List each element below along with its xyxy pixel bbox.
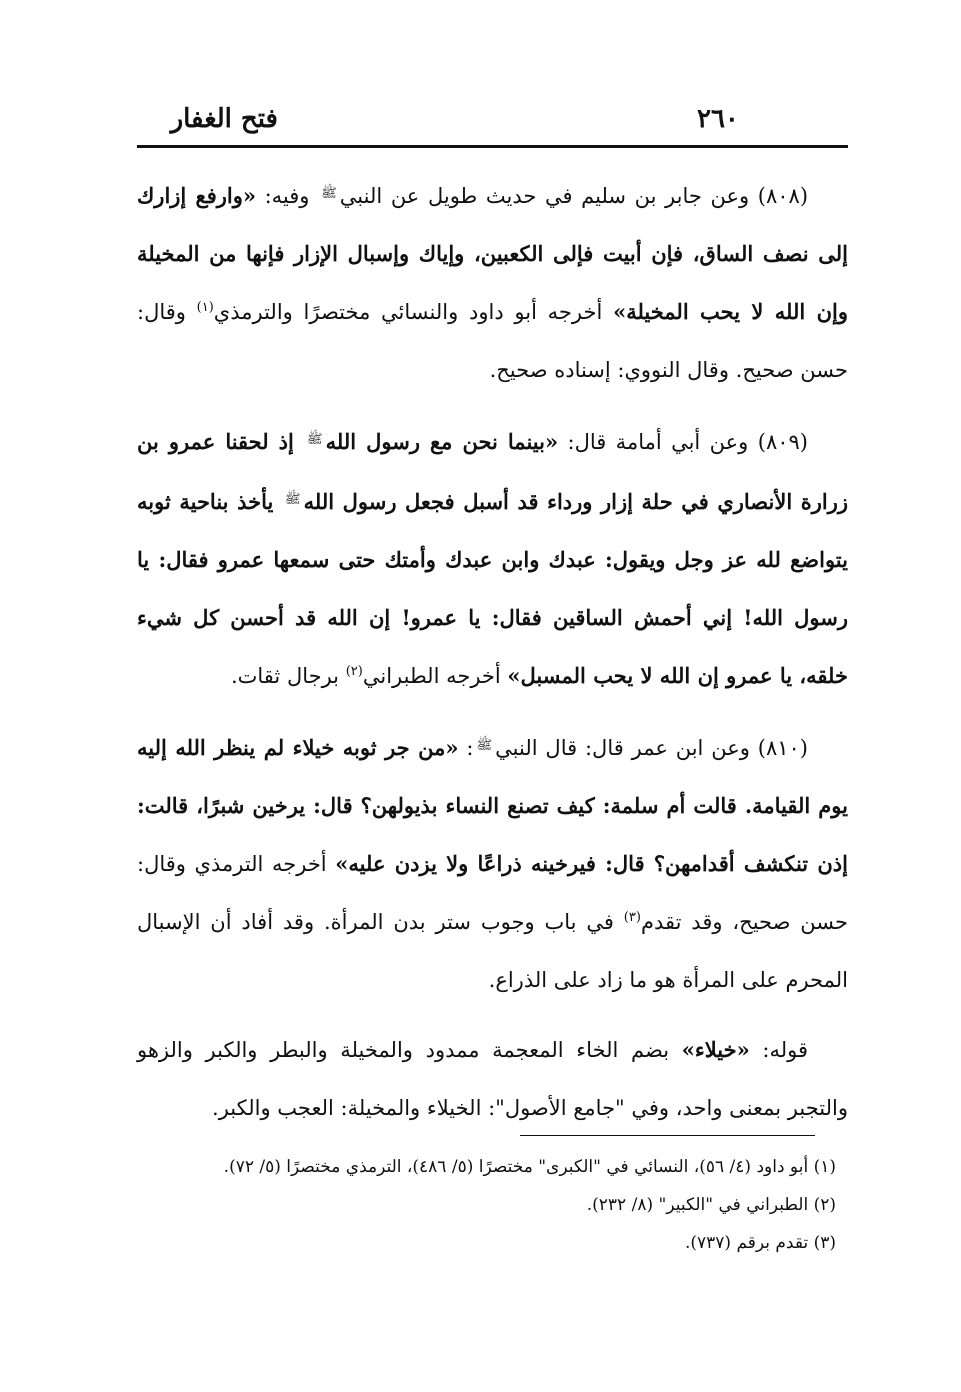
hadith-809: (٨٠٩) وعن أبي أمامة قال: «بينما نحن مع رسول الله$^ﷺ$ إذ لحقنا عمرو بن زرارة الأنصاري في حلة إزار ورداء قد أسبل فجعل رسول الله$^ﷺ$ يأخذ بناحية ثوبه يتواضع لله عز وجل ويقول: عبدك وابن عبدك وأمتك حتى سمعها عمرو فقال: يا رسول الله! إني أحمش الساقين فقال: يا عمرو! إن الله قد أحسن كل شيء خلقه، يا عمرو إن الله لا يحب المسبل» أخرجه الطبراني$^{(٢)}$ برجال ثقات. (137, 429, 848, 688)
salawat-glyph: ﷺ (306, 432, 323, 447)
page-number: ٢٦٠ (697, 104, 739, 134)
footnote-ref: (١) (196, 300, 214, 315)
commentary-note: قوله: «خيلاء» بضم الخاء المعجمة ممدود والمخيلة والبطر والكبر والزهو والتجبر بمعنى واحد، وفي "جامع الأصول": الخيلاء والمخيلة: العجب والكبر. (137, 1037, 848, 1120)
footnote-2: (٢) الطبراني في "الكبير" (٨/ ٢٣٢). (586, 1195, 836, 1215)
hadith-810: (٨١٠) وعن ابن عمر قال: قال النبي$^ﷺ$: «من جر ثوبه خيلاء لم ينظر الله إليه يوم القيامة. قالت أم سلمة: كيف تصنع النساء بذيولهن؟ قال: يرخين شبرًا، قالت: إذن تنكشف أقدامهن؟ قال: فيرخينه ذراعًا ولا يزدن عليه» أخرجه الترمذي وقال: حسن صحيح، وقد تقدم$^{(٣)}$ في باب وجوب ستر بدن المرأة. وقد أفاد أن الإسبال المحرم على المرأة هو ما زاد على الذراع. (137, 735, 849, 992)
hadith-number: (٨٠٨) (757, 184, 809, 208)
footnote-ref: (٢) (345, 664, 363, 679)
hadith-number: (٨٠٩) (757, 430, 808, 454)
main-text (137, 165, 848, 1149)
footnotes (137, 1148, 848, 1262)
footnote-1: (١) أبو داود (٤/ ٥٦)، النسائي في "الكبرى" مختصرًا (٥/ ٤٨٦)، الترمذي مختصرًا (٥/ ٧٢). (223, 1157, 836, 1177)
glossed-word: «خيلاء» (681, 1037, 750, 1062)
footnote-ref: (٣) (623, 910, 641, 925)
hadith-quote: إذ لحقنا عمرو بن زرارة الأنصاري في حلة إزار ورداء قد أسبل فجعل رسول الله (137, 429, 848, 514)
page-header (137, 104, 848, 144)
hadith-quote: «وارفع إزارك إلى نصف الساق، فإن أبيت فإلى الكعبين، وإياك وإسبال الإزار فإنها من المخيلة وإن الله لا يحب المخيلة» (137, 183, 849, 324)
book-title: فتح الغفار (170, 104, 278, 134)
salawat-glyph: ﷺ (476, 738, 493, 753)
hadith-quote: «من جر ثوبه خيلاء لم ينظر الله إليه يوم القيامة. قالت أم سلمة: كيف تصنع النساء بذيولهن؟ قال: يرخين شبرًا، قالت: إذن تنكشف أقدامهن؟ قال: فيرخينه ذراعًا ولا يزدن عليه» (137, 735, 848, 876)
salawat-glyph: ﷺ (284, 492, 301, 507)
header-rule (137, 145, 848, 148)
hadith-number: (٨١٠) (757, 736, 808, 760)
footnote-3: (٣) تقدم برقم (٧٣٧). (684, 1233, 836, 1253)
hadith-quote: «بينما نحن مع رسول الله (325, 429, 559, 454)
hadith-808: (٨٠٨) وعن جابر بن سليم في حديث طويل عن النبي$^ﷺ$ وفيه: «وارفع إزارك إلى نصف الساق، فإن أبيت فإلى الكعبين، وإياك وإسبال الإزار فإنها من المخيلة وإن الله لا يحب المخيلة» أخرجه أبو داود والنسائي مختصرًا والترمذي$^{(١)}$ وقال: حسن صحيح. وقال النووي: إسناده صحيح. (137, 183, 849, 382)
salawat-glyph: ﷺ (321, 186, 337, 201)
hadith-quote: يأخذ بناحية ثوبه يتواضع لله عز وجل ويقول: عبدك وابن عبدك وأمتك حتى سمعها عمرو فقال: يا رسول الله! إني أحمش الساقين فقال: يا عمرو! إن الله قد أحسن كل شيء خلقه، يا عمرو إن الله لا يحب المسبل» (137, 489, 848, 688)
footnote-separator (520, 1135, 815, 1136)
